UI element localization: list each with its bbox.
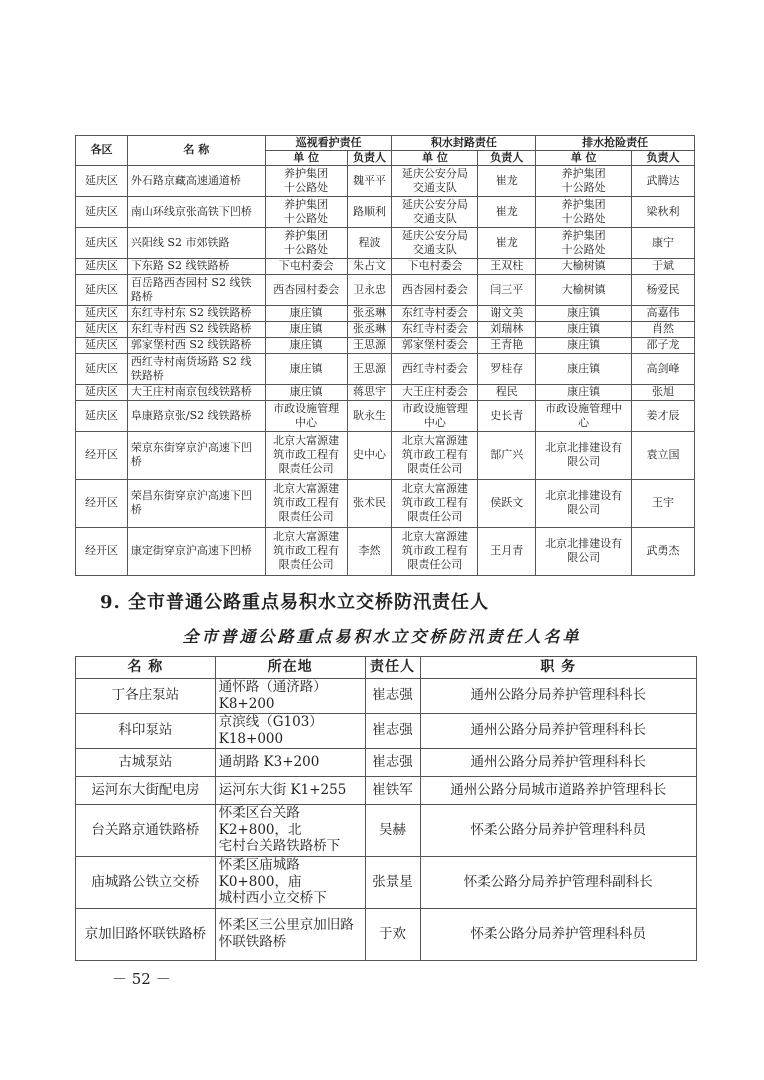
drainage-person-cell: 梁秋利 xyxy=(632,196,695,227)
table-title: 全市普通公路重点易积水立交桥防汛责任人名单 xyxy=(182,627,582,646)
table-row xyxy=(76,748,697,776)
table-row xyxy=(76,227,695,258)
closure-person-cell: 谢文美 xyxy=(478,305,536,321)
position-cell: 通州公路分局养护管理科科长 xyxy=(420,679,696,714)
closure-person-cell: 王月青 xyxy=(478,527,536,575)
closure-person-cell: 崔龙 xyxy=(478,165,536,196)
responsible-person-cell: 崔志强 xyxy=(365,679,420,714)
bridge-name-cell: 下东路 S2 线铁路桥 xyxy=(127,258,265,274)
closure-person-cell: 郜广兴 xyxy=(478,431,536,479)
location-cell: 通胡路 K3+200 xyxy=(215,748,365,776)
district-cell: 延庆区 xyxy=(76,384,128,400)
drainage-unit-cell: 北京北排建设有 限公司 xyxy=(536,479,632,527)
patrol-person-cell: 程波 xyxy=(347,227,392,258)
table-row xyxy=(76,305,695,321)
district-cell: 延庆区 xyxy=(76,337,128,353)
station-name-cell: 丁各庄泵站 xyxy=(76,679,216,714)
drainage-person-cell: 康宁 xyxy=(632,227,695,258)
patrol-unit-cell: 下屯村委会 xyxy=(265,258,347,274)
location-cell: 怀柔区台关路 K2+800，北 宅村台关路铁路桥下 xyxy=(215,804,365,856)
patrol-person-cell: 张丞琳 xyxy=(347,321,392,337)
patrol-person-cell: 路顺利 xyxy=(347,196,392,227)
patrol-person-cell: 史中心 xyxy=(347,431,392,479)
patrol-unit-cell: 养护集团 十公路处 xyxy=(265,196,347,227)
drainage-person-cell: 武勇杰 xyxy=(632,527,695,575)
closure-person-cell: 崔龙 xyxy=(478,196,536,227)
drainage-person-cell: 杨爱民 xyxy=(632,274,695,305)
responsible-person-cell: 崔铁军 xyxy=(365,776,420,804)
drainage-unit-cell: 康庄镇 xyxy=(536,305,632,321)
closure-person-cell: 崔龙 xyxy=(478,227,536,258)
closure-unit-cell: 西杏园村委会 xyxy=(392,274,478,305)
position-cell: 通州公路分局养护管理科科长 xyxy=(420,748,696,776)
drainage-person-cell: 肖然 xyxy=(632,321,695,337)
location-cell: 通怀路（通济路）K8+200 xyxy=(215,679,365,714)
bridge-name-cell: 外石路京藏高速通道桥 xyxy=(127,165,265,196)
table-row xyxy=(76,713,697,748)
drainage-person-cell: 高剑峰 xyxy=(632,353,695,384)
district-cell: 经开区 xyxy=(76,479,128,527)
district-cell: 延庆区 xyxy=(76,196,128,227)
section-heading: 9. 全市普通公路重点易积水立交桥防汛责任人 xyxy=(100,592,490,613)
position-cell: 通州公路分局城市道路养护管理科长 xyxy=(420,776,696,804)
header-person: 负责人 xyxy=(478,150,536,165)
drainage-unit-cell: 康庄镇 xyxy=(536,353,632,384)
closure-person-cell: 程民 xyxy=(478,384,536,400)
patrol-unit-cell: 康庄镇 xyxy=(265,321,347,337)
table-row xyxy=(76,908,697,960)
position-cell: 通州公路分局养护管理科科长 xyxy=(420,713,696,748)
table-row xyxy=(76,527,695,575)
patrol-person-cell: 耿永生 xyxy=(347,400,392,431)
header-district: 各区 xyxy=(76,136,128,166)
closure-unit-cell: 西红寺村委会 xyxy=(392,353,478,384)
closure-person-cell: 闫三平 xyxy=(478,274,536,305)
station-name-cell: 京加旧路怀联铁路桥 xyxy=(76,908,216,960)
drainage-person-cell: 高嘉伟 xyxy=(632,305,695,321)
drainage-person-cell: 袁立国 xyxy=(632,431,695,479)
header-position: 职 务 xyxy=(420,657,696,679)
header-road-closure: 积水封路责任 xyxy=(392,136,536,151)
table-row xyxy=(76,479,695,527)
header-name: 名 称 xyxy=(127,136,265,166)
header-person: 负责人 xyxy=(347,150,392,165)
location-cell: 京滨线（G103）K18+000 xyxy=(215,713,365,748)
district-cell: 延庆区 xyxy=(76,165,128,196)
district-cell: 延庆区 xyxy=(76,321,128,337)
district-cell: 延庆区 xyxy=(76,305,128,321)
patrol-unit-cell: 康庄镇 xyxy=(265,305,347,321)
bridge-name-cell: 南山环线京张高铁下凹桥 xyxy=(127,196,265,227)
drainage-person-cell: 姜才辰 xyxy=(632,400,695,431)
responsible-person-cell: 于欢 xyxy=(365,908,420,960)
station-name-cell: 古城泵站 xyxy=(76,748,216,776)
station-name-cell: 庙城路公铁立交桥 xyxy=(76,856,216,908)
drainage-person-cell: 邵子龙 xyxy=(632,337,695,353)
patrol-unit-cell: 北京大富源建 筑市政工程有 限责任公司 xyxy=(265,479,347,527)
bridge-name-cell: 郭家堡村西 S2 线铁路桥 xyxy=(127,337,265,353)
patrol-person-cell: 卫永忠 xyxy=(347,274,392,305)
responsible-person-cell: 张景星 xyxy=(365,856,420,908)
station-name-cell: 运河东大街配电房 xyxy=(76,776,216,804)
position-cell: 怀柔公路分局养护管理科科员 xyxy=(420,908,696,960)
patrol-unit-cell: 西杏园村委会 xyxy=(265,274,347,305)
closure-unit-cell: 延庆公安分局 交通支队 xyxy=(392,227,478,258)
drainage-unit-cell: 康庄镇 xyxy=(536,321,632,337)
patrol-unit-cell: 康庄镇 xyxy=(265,337,347,353)
closure-unit-cell: 延庆公安分局 交通支队 xyxy=(392,165,478,196)
table-row xyxy=(76,679,697,714)
closure-unit-cell: 东红寺村委会 xyxy=(392,305,478,321)
table-row xyxy=(76,400,695,431)
location-cell: 怀柔区三公里京加旧路 怀联铁路桥 xyxy=(215,908,365,960)
drainage-unit-cell: 北京北排建设有 限公司 xyxy=(536,431,632,479)
closure-unit-cell: 北京大富源建 筑市政工程有 限责任公司 xyxy=(392,479,478,527)
bridge-name-cell: 荣昌东街穿京沪高速下凹 桥 xyxy=(127,479,265,527)
patrol-unit-cell: 康庄镇 xyxy=(265,353,347,384)
closure-person-cell: 史长青 xyxy=(478,400,536,431)
patrol-person-cell: 张术民 xyxy=(347,479,392,527)
closure-person-cell: 王双柱 xyxy=(478,258,536,274)
patrol-person-cell: 蒋思宇 xyxy=(347,384,392,400)
table-row xyxy=(76,274,695,305)
responsible-person-cell: 崔志强 xyxy=(365,748,420,776)
district-cell: 延庆区 xyxy=(76,227,128,258)
district-cell: 经开区 xyxy=(76,431,128,479)
header-unit: 单 位 xyxy=(536,150,632,165)
header-unit: 单 位 xyxy=(392,150,478,165)
closure-unit-cell: 郭家堡村委会 xyxy=(392,337,478,353)
table-row xyxy=(76,321,695,337)
responsible-person-cell: 崔志强 xyxy=(365,713,420,748)
bridge-name-cell: 兴阳线 S2 市郊铁路 xyxy=(127,227,265,258)
district-cell: 经开区 xyxy=(76,527,128,575)
table-row xyxy=(76,856,697,908)
patrol-unit-cell: 养护集团 十公路处 xyxy=(265,165,347,196)
bridge-name-cell: 东红寺村西 S2 线铁路桥 xyxy=(127,321,265,337)
closure-unit-cell: 北京大富源建 筑市政工程有 限责任公司 xyxy=(392,431,478,479)
closure-unit-cell: 大王庄村委会 xyxy=(392,384,478,400)
closure-person-cell: 侯跃文 xyxy=(478,479,536,527)
header-drainage: 排水抢险责任 xyxy=(536,136,695,151)
table-row xyxy=(76,776,697,804)
closure-unit-cell: 市政设施管理 中心 xyxy=(392,400,478,431)
drainage-person-cell: 于斌 xyxy=(632,258,695,274)
header-person: 负责人 xyxy=(632,150,695,165)
closure-unit-cell: 东红寺村委会 xyxy=(392,321,478,337)
bridge-name-cell: 东红寺村东 S2 线铁路桥 xyxy=(127,305,265,321)
table-row xyxy=(76,384,695,400)
bridge-name-cell: 西红寺村南货场路 S2 线 铁路桥 xyxy=(127,353,265,384)
drainage-unit-cell: 康庄镇 xyxy=(536,384,632,400)
patrol-unit-cell: 养护集团 十公路处 xyxy=(265,227,347,258)
closure-person-cell: 罗桂存 xyxy=(478,353,536,384)
drainage-unit-cell: 康庄镇 xyxy=(536,337,632,353)
patrol-unit-cell: 市政设施管理 中心 xyxy=(265,400,347,431)
district-cell: 延庆区 xyxy=(76,353,128,384)
patrol-person-cell: 魏平平 xyxy=(347,165,392,196)
drainage-unit-cell: 养护集团 十公路处 xyxy=(536,165,632,196)
closure-unit-cell: 延庆公安分局 交通支队 xyxy=(392,196,478,227)
patrol-person-cell: 张丞琳 xyxy=(347,305,392,321)
table-row xyxy=(76,258,695,274)
closure-unit-cell: 下屯村委会 xyxy=(392,258,478,274)
patrol-person-cell: 王思源 xyxy=(347,353,392,384)
header-patrol: 巡视看护责任 xyxy=(265,136,392,151)
header-name: 名 称 xyxy=(76,657,216,679)
district-cell: 延庆区 xyxy=(76,258,128,274)
patrol-unit-cell: 康庄镇 xyxy=(265,384,347,400)
drainage-person-cell: 王宇 xyxy=(632,479,695,527)
station-name-cell: 台关路京通铁路桥 xyxy=(76,804,216,856)
closure-person-cell: 刘瑞林 xyxy=(478,321,536,337)
patrol-person-cell: 王思源 xyxy=(347,337,392,353)
position-cell: 怀柔公路分局养护管理科副科长 xyxy=(420,856,696,908)
drainage-unit-cell: 养护集团 十公路处 xyxy=(536,196,632,227)
table-row xyxy=(76,431,695,479)
drainage-unit-cell: 市政设施管理中 心 xyxy=(536,400,632,431)
patrol-person-cell: 朱占文 xyxy=(347,258,392,274)
bridge-name-cell: 荣京东街穿京沪高速下凹 桥 xyxy=(127,431,265,479)
flood-control-table xyxy=(75,656,697,961)
table-row xyxy=(76,196,695,227)
drainage-unit-cell: 养护集团 十公路处 xyxy=(536,227,632,258)
closure-unit-cell: 北京大富源建 筑市政工程有 限责任公司 xyxy=(392,527,478,575)
location-cell: 怀柔区庙城路 K0+800，庙 城村西小立交桥下 xyxy=(215,856,365,908)
closure-person-cell: 王青艳 xyxy=(478,337,536,353)
station-name-cell: 科印泵站 xyxy=(76,713,216,748)
position-cell: 怀柔公路分局养护管理科科员 xyxy=(420,804,696,856)
header-unit: 单 位 xyxy=(265,150,347,165)
patrol-person-cell: 李然 xyxy=(347,527,392,575)
drainage-person-cell: 张旭 xyxy=(632,384,695,400)
bridge-name-cell: 大王庄村南京包线铁路桥 xyxy=(127,384,265,400)
location-cell: 运河东大街 K1+255 xyxy=(215,776,365,804)
drainage-unit-cell: 大榆树镇 xyxy=(536,258,632,274)
drainage-unit-cell: 北京北排建设有 限公司 xyxy=(536,527,632,575)
bridge-name-cell: 康定街穿京沪高速下凹桥 xyxy=(127,527,265,575)
table-row xyxy=(76,165,695,196)
patrol-unit-cell: 北京大富源建 筑市政工程有 限责任公司 xyxy=(265,431,347,479)
bridge-responsibility-table xyxy=(75,135,695,576)
table-row xyxy=(76,804,697,856)
page-number: － 52 － xyxy=(112,970,171,988)
table-row xyxy=(76,353,695,384)
district-cell: 延庆区 xyxy=(76,274,128,305)
drainage-unit-cell: 大榆树镇 xyxy=(536,274,632,305)
bridge-name-cell: 阜康路京张/S2 线铁路桥 xyxy=(127,400,265,431)
bridge-name-cell: 百岳路西杏园村 S2 线铁 路桥 xyxy=(127,274,265,305)
drainage-person-cell: 武腾达 xyxy=(632,165,695,196)
district-cell: 延庆区 xyxy=(76,400,128,431)
header-location: 所在地 xyxy=(215,657,365,679)
responsible-person-cell: 吴赫 xyxy=(365,804,420,856)
patrol-unit-cell: 北京大富源建 筑市政工程有 限责任公司 xyxy=(265,527,347,575)
header-person: 责任人 xyxy=(365,657,420,679)
table-row xyxy=(76,337,695,353)
